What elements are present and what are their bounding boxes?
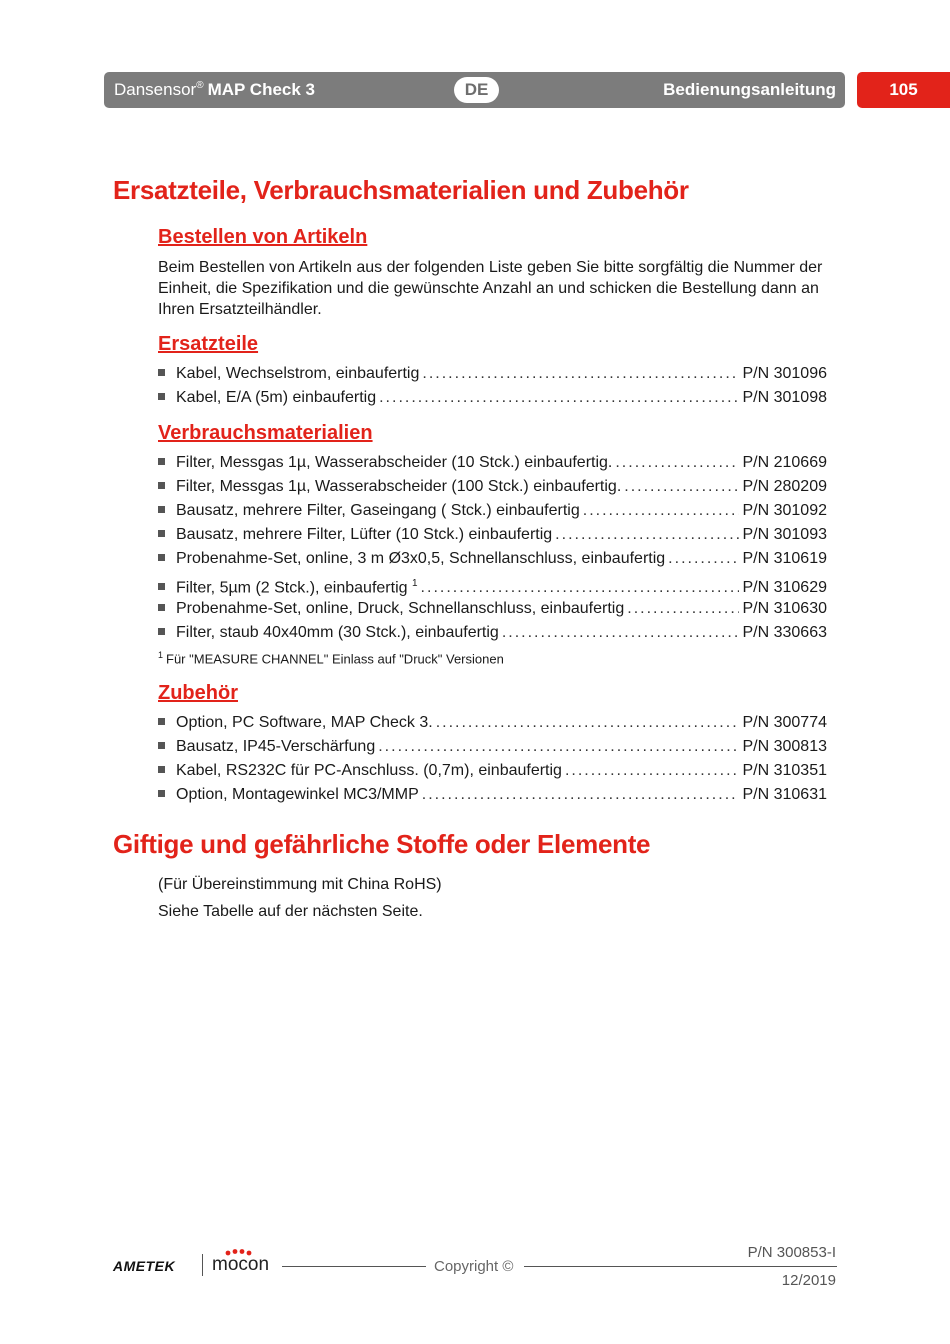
model-name: MAP Check 3: [207, 80, 315, 99]
list-item: [158, 597, 827, 621]
part-description: Probenahme-Set, online, 3 m Ø3x0,5, Schnellanschluss, einbaufertig: [176, 550, 666, 567]
heading-consumables: Verbrauchsmaterialien: [158, 422, 373, 444]
bullet-icon: [158, 790, 165, 797]
part-number: P/N 300813: [742, 738, 827, 755]
section-title-spare-parts: Ersatzteile, Verbrauchsmaterialien und Zubehör: [113, 175, 689, 205]
part-description-text: Filter, 5µm (2 Stck.), einbaufertig: [176, 579, 408, 597]
part-number: P/N 301093: [742, 526, 827, 543]
dot-leader: [565, 759, 740, 783]
part-number: P/N 310630: [742, 600, 827, 617]
language-badge: DE: [454, 77, 499, 103]
bullet-icon: [158, 482, 165, 489]
see-table-note: Siehe Tabelle auf der nächsten Seite.: [158, 903, 423, 920]
bullet-icon: [158, 506, 165, 513]
dot-leader: [627, 597, 739, 621]
header-bar: [104, 72, 845, 108]
part-description: Kabel, Wechselstrom, einbaufertig: [176, 365, 420, 382]
bullet-icon: [158, 604, 165, 611]
list-item: [158, 759, 827, 783]
list-item: [158, 386, 827, 410]
dot-leader: [379, 386, 739, 410]
list-item: [158, 621, 827, 645]
document-date: 12/2019: [781, 1272, 836, 1289]
bullet-icon: [158, 718, 165, 725]
dot-leader: [422, 783, 740, 807]
bullet-icon: [158, 554, 165, 561]
mocon-logo: mocon: [212, 1254, 270, 1275]
part-description: Kabel, E/A (5m) einbaufertig: [176, 389, 377, 406]
part-number: P/N 210669: [742, 454, 827, 471]
part-number: P/N 301092: [742, 502, 827, 519]
part-number: P/N 280209: [742, 478, 827, 495]
consumables-list: [158, 451, 827, 645]
part-description: Bausatz, mehrere Filter, Lüfter (10 Stck.) einbaufertig: [176, 526, 553, 543]
ordering-text: Beim Bestellen von Artikeln aus der folgenden Liste geben Sie bitte sorgfältig die Nummer der Einheit, die Spezifikation und die gewünschte Anzahl an und schicken die Bestellung dann an Ihren Ersatzteilhändler.: [158, 259, 823, 318]
dot-leader: [555, 523, 739, 547]
part-number: P/N 310351: [742, 762, 827, 779]
part-number: P/N 300774: [742, 714, 827, 731]
part-number: P/N 301098: [742, 389, 827, 406]
part-description: Filter, staub 40x40mm (30 Stck.), einbaufertig: [176, 624, 499, 641]
part-number: P/N 301096: [742, 365, 827, 382]
dot-leader: [624, 475, 739, 499]
spare-parts-list: [158, 362, 827, 410]
part-number: P/N 310631: [742, 786, 827, 803]
dot-leader: [615, 451, 739, 475]
dot-leader: [668, 547, 739, 571]
part-description: Filter, Messgas 1µ, Wasserabscheider (100 Stck.) einbaufertig.: [176, 478, 622, 495]
bullet-icon: [158, 583, 165, 590]
list-item: [158, 451, 827, 475]
bullet-icon: [158, 766, 165, 773]
part-description: Bausatz, mehrere Filter, Gaseingang ( Stck.) einbaufertig: [176, 502, 580, 519]
bullet-icon: [158, 393, 165, 400]
part-description: Filter, Messgas 1µ, Wasserabscheider (10 Stck.) einbaufertig.: [176, 454, 613, 471]
document-type: Bedienungsanleitung: [663, 80, 836, 99]
footnote-reference: 1: [411, 578, 418, 589]
part-description: Probenahme-Set, online, Druck, Schnellanschluss, einbaufertig: [176, 600, 625, 617]
footnote: [158, 650, 504, 666]
rohs-note: (Für Übereinstimmung mit China RoHS): [158, 876, 442, 893]
list-item: [158, 571, 827, 597]
footer-rule-right: [524, 1266, 837, 1267]
copyright: Copyright ©: [434, 1258, 514, 1275]
page-number: 105: [857, 72, 950, 108]
document-part-number: P/N 300853-I: [747, 1244, 836, 1261]
heading-spare-parts: Ersatzteile: [158, 333, 259, 355]
part-number: P/N 330663: [742, 624, 827, 641]
part-description: Option, Montagewinkel MC3/MMP: [176, 786, 419, 803]
list-item: [158, 783, 827, 807]
part-description: Kabel, RS232C für PC-Anschluss. (0,7m), einbaufertig: [176, 762, 562, 779]
product-name: [114, 80, 315, 100]
footer-rule-left: [282, 1266, 426, 1267]
list-item: [158, 499, 827, 523]
section-title-hazardous: Giftige und gefährliche Stoffe oder Elemente: [113, 829, 651, 859]
accessories-list: [158, 711, 827, 807]
list-item: [158, 362, 827, 386]
bullet-icon: [158, 742, 165, 749]
logo-divider: [202, 1254, 203, 1276]
list-item: [158, 547, 827, 571]
part-number: P/N 310619: [742, 550, 827, 567]
list-item: [158, 711, 827, 735]
bullet-icon: [158, 530, 165, 537]
registered-mark: ®: [196, 80, 204, 92]
dot-leader: [422, 362, 739, 386]
dot-leader: [378, 735, 739, 759]
part-description: Option, PC Software, MAP Check 3.: [176, 714, 433, 731]
dot-leader: [583, 499, 740, 523]
bullet-icon: [158, 458, 165, 465]
part-number: P/N 310629: [742, 579, 827, 597]
bullet-icon: [158, 628, 165, 635]
part-description: Bausatz, IP45-Verschärfung: [176, 738, 376, 755]
heading-accessories: Zubehör: [158, 682, 238, 704]
list-item: [158, 475, 827, 499]
brand-name: Dansensor: [114, 80, 197, 99]
footnote-text: Für "MEASURE CHANNEL" Einlass auf "Druck" Versionen: [166, 651, 504, 667]
dot-leader: [502, 621, 740, 645]
list-item: [158, 735, 827, 759]
bullet-icon: [158, 369, 165, 376]
ametek-logo: AMETEK: [113, 1258, 176, 1274]
list-item: [158, 523, 827, 547]
dot-leader: [436, 711, 740, 735]
footnote-mark: 1: [158, 650, 164, 660]
heading-ordering: Bestellen von Artikeln: [158, 226, 368, 248]
